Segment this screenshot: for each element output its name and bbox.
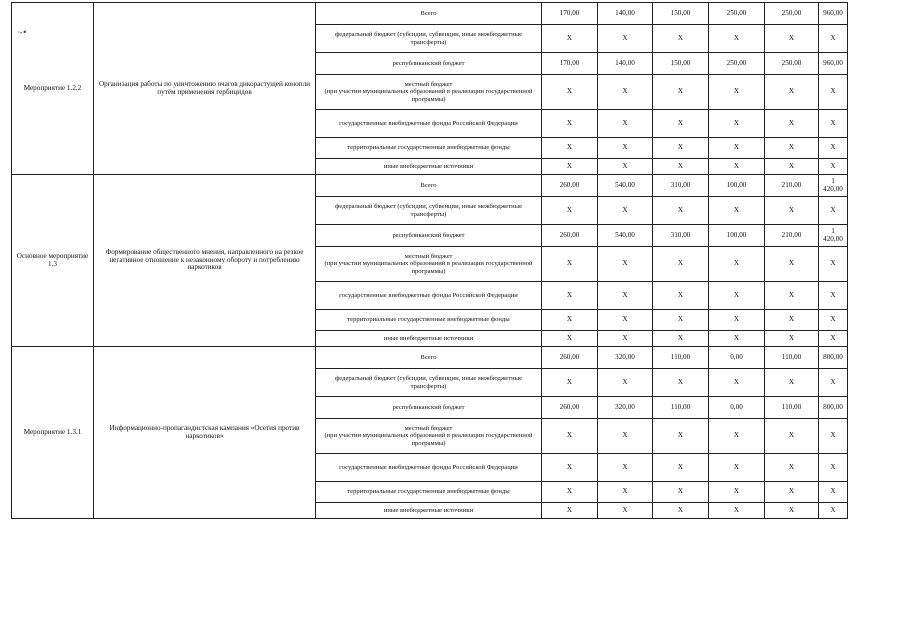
amount-cell: X xyxy=(653,110,709,138)
amount-cell: X xyxy=(598,138,653,159)
amount-cell: 310,00 xyxy=(653,225,709,247)
amount-cell: X xyxy=(709,75,765,110)
amount-cell: X xyxy=(653,138,709,159)
amount-cell: X xyxy=(765,25,819,53)
amount-cell: X xyxy=(765,369,819,397)
amount-cell: X xyxy=(653,503,709,519)
amount-cell: 210,00 xyxy=(765,175,819,197)
amount-cell: 170,00 xyxy=(542,3,598,25)
amount-cell: 0,00 xyxy=(709,397,765,419)
amount-cell: X xyxy=(598,310,653,331)
amount-cell: X xyxy=(709,454,765,482)
amount-cell: 110,00 xyxy=(653,397,709,419)
funding-source: федеральный бюджет (субсидии, субвенции, иные межбюджетные трансферты) xyxy=(316,197,542,225)
amount-cell: X xyxy=(819,331,848,347)
amount-cell: X xyxy=(709,110,765,138)
amount-cell: X xyxy=(819,503,848,519)
funding-source: Всего xyxy=(316,3,542,25)
amount-cell: 310,00 xyxy=(653,175,709,197)
amount-cell: X xyxy=(819,138,848,159)
amount-cell: X xyxy=(765,197,819,225)
amount-cell: X xyxy=(542,25,598,53)
amount-cell: X xyxy=(819,369,848,397)
amount-cell: X xyxy=(653,310,709,331)
scan-mark: ·-• xyxy=(17,28,28,37)
amount-cell: X xyxy=(819,159,848,175)
amount-cell: X xyxy=(542,110,598,138)
amount-cell: X xyxy=(819,454,848,482)
amount-cell: 1 420,00 xyxy=(819,225,848,247)
funding-source: иные внебюджетные источники xyxy=(316,331,542,347)
funding-source: государственные внебюджетные фонды Российской Федерации xyxy=(316,282,542,310)
amount-cell: 250,00 xyxy=(709,3,765,25)
amount-cell: X xyxy=(598,503,653,519)
amount-cell: 1 420,00 xyxy=(819,175,848,197)
amount-cell: X xyxy=(653,25,709,53)
amount-cell: X xyxy=(765,159,819,175)
funding-source: государственные внебюджетные фонды Российской Федерации xyxy=(316,110,542,138)
funding-source: федеральный бюджет (субсидии, субвенции, иные межбюджетные трансферты) xyxy=(316,369,542,397)
measure-name: Информационно-пропагандистская кампания «Осетия против наркотиков» xyxy=(94,347,316,519)
amount-cell: 110,00 xyxy=(765,397,819,419)
amount-cell: 250,00 xyxy=(765,3,819,25)
amount-cell: 540,00 xyxy=(598,225,653,247)
amount-cell: X xyxy=(765,331,819,347)
funding-source: территориальные государственные внебюджетные фонды xyxy=(316,482,542,503)
amount-cell: X xyxy=(542,331,598,347)
amount-cell: X xyxy=(598,282,653,310)
amount-cell: X xyxy=(765,110,819,138)
amount-cell: X xyxy=(653,75,709,110)
measure-code: Мероприятие 1.3.1 xyxy=(12,347,94,519)
amount-cell: X xyxy=(653,247,709,282)
funding-source: иные внебюджетные источники xyxy=(316,159,542,175)
table-row xyxy=(12,347,848,369)
amount-cell: X xyxy=(542,419,598,454)
amount-cell: 260,00 xyxy=(542,225,598,247)
amount-cell: X xyxy=(765,454,819,482)
funding-source: Всего xyxy=(316,347,542,369)
amount-cell: X xyxy=(542,138,598,159)
amount-cell: X xyxy=(709,482,765,503)
amount-cell: X xyxy=(765,482,819,503)
amount-cell: 100,00 xyxy=(709,225,765,247)
funding-source: государственные внебюджетные фонды Российской Федерации xyxy=(316,454,542,482)
amount-cell: 250,00 xyxy=(765,53,819,75)
amount-cell: 800,00 xyxy=(819,397,848,419)
table-body xyxy=(12,3,848,519)
amount-cell: X xyxy=(653,419,709,454)
amount-cell: X xyxy=(542,482,598,503)
amount-cell: X xyxy=(542,159,598,175)
amount-cell: X xyxy=(598,331,653,347)
amount-cell: X xyxy=(542,197,598,225)
amount-cell: 100,00 xyxy=(709,175,765,197)
funding-source: иные внебюджетные источники xyxy=(316,503,542,519)
amount-cell: X xyxy=(598,419,653,454)
amount-cell: X xyxy=(765,503,819,519)
amount-cell: 110,00 xyxy=(653,347,709,369)
funding-source: республиканский бюджет xyxy=(316,397,542,419)
amount-cell: X xyxy=(765,282,819,310)
measure-name: Формирование общественного мнения, направленного на резкое негативное отношение к незаконному обороту и потреблению наркотиков xyxy=(94,175,316,347)
amount-cell: X xyxy=(709,282,765,310)
amount-cell: X xyxy=(653,331,709,347)
amount-cell: X xyxy=(598,454,653,482)
amount-cell: 140,00 xyxy=(598,3,653,25)
measure-code: Мероприятие 1.2.2 xyxy=(12,3,94,175)
amount-cell: X xyxy=(819,419,848,454)
funding-source: республиканский бюджет xyxy=(316,225,542,247)
amount-cell: X xyxy=(542,454,598,482)
amount-cell: X xyxy=(653,482,709,503)
amount-cell: X xyxy=(819,25,848,53)
amount-cell: 0,00 xyxy=(709,347,765,369)
amount-cell: X xyxy=(819,197,848,225)
amount-cell: X xyxy=(598,247,653,282)
amount-cell: X xyxy=(819,75,848,110)
amount-cell: X xyxy=(598,159,653,175)
funding-source: федеральный бюджет (субсидии, субвенции, иные межбюджетные трансферты) xyxy=(316,25,542,53)
amount-cell: X xyxy=(819,482,848,503)
funding-source: местный бюджет (при участии муниципальных образований в реализации государственной программы) xyxy=(316,419,542,454)
amount-cell: X xyxy=(542,247,598,282)
amount-cell: X xyxy=(598,110,653,138)
amount-cell: X xyxy=(542,282,598,310)
amount-cell: 260,00 xyxy=(542,175,598,197)
amount-cell: X xyxy=(709,138,765,159)
amount-cell: X xyxy=(598,482,653,503)
amount-cell: X xyxy=(765,247,819,282)
amount-cell: 800,00 xyxy=(819,347,848,369)
measure-code: Основное мероприятие 1.3 xyxy=(12,175,94,347)
amount-cell: 150,00 xyxy=(653,3,709,25)
funding-source: республиканский бюджет xyxy=(316,53,542,75)
amount-cell: 250,00 xyxy=(709,53,765,75)
amount-cell: X xyxy=(709,159,765,175)
amount-cell: 170,00 xyxy=(542,53,598,75)
amount-cell: X xyxy=(542,369,598,397)
amount-cell: X xyxy=(653,159,709,175)
funding-source: местный бюджет (при участии муниципальных образований в реализации государственной программы) xyxy=(316,75,542,110)
amount-cell: X xyxy=(819,110,848,138)
funding-source: Всего xyxy=(316,175,542,197)
amount-cell: 540,00 xyxy=(598,175,653,197)
amount-cell: X xyxy=(765,75,819,110)
amount-cell: X xyxy=(709,331,765,347)
measure-name: Организация работы по уничтожению очагов дикорастущей конопли путём применения гербицидов xyxy=(94,3,316,175)
amount-cell: 140,00 xyxy=(598,53,653,75)
amount-cell: X xyxy=(709,369,765,397)
amount-cell: X xyxy=(598,25,653,53)
amount-cell: X xyxy=(542,310,598,331)
amount-cell: X xyxy=(542,75,598,110)
amount-cell: 150,00 xyxy=(653,53,709,75)
amount-cell: 320,00 xyxy=(598,397,653,419)
amount-cell: X xyxy=(653,454,709,482)
amount-cell: 320,00 xyxy=(598,347,653,369)
amount-cell: X xyxy=(819,310,848,331)
amount-cell: X xyxy=(709,419,765,454)
funding-source: территориальные государственные внебюджетные фонды xyxy=(316,138,542,159)
amount-cell: 210,00 xyxy=(765,225,819,247)
amount-cell: X xyxy=(598,197,653,225)
amount-cell: X xyxy=(819,282,848,310)
amount-cell: 260,00 xyxy=(542,397,598,419)
funding-source: местный бюджет (при участии муниципальных образований в реализации государственной программы) xyxy=(316,247,542,282)
amount-cell: X xyxy=(598,369,653,397)
amount-cell: 960,00 xyxy=(819,3,848,25)
amount-cell: X xyxy=(709,25,765,53)
amount-cell: X xyxy=(653,282,709,310)
amount-cell: X xyxy=(819,247,848,282)
amount-cell: X xyxy=(709,310,765,331)
table-row xyxy=(12,3,848,25)
amount-cell: X xyxy=(542,503,598,519)
amount-cell: X xyxy=(709,503,765,519)
amount-cell: X xyxy=(598,75,653,110)
amount-cell: 960,00 xyxy=(819,53,848,75)
amount-cell: X xyxy=(765,419,819,454)
amount-cell: X xyxy=(709,247,765,282)
amount-cell: X xyxy=(765,138,819,159)
amount-cell: X xyxy=(653,369,709,397)
amount-cell: 110,00 xyxy=(765,347,819,369)
funding-source: территориальные государственные внебюджетные фонды xyxy=(316,310,542,331)
amount-cell: X xyxy=(653,197,709,225)
amount-cell: X xyxy=(709,197,765,225)
amount-cell: 260,00 xyxy=(542,347,598,369)
table-row xyxy=(12,175,848,197)
amount-cell: X xyxy=(765,310,819,331)
budget-table xyxy=(11,2,848,519)
